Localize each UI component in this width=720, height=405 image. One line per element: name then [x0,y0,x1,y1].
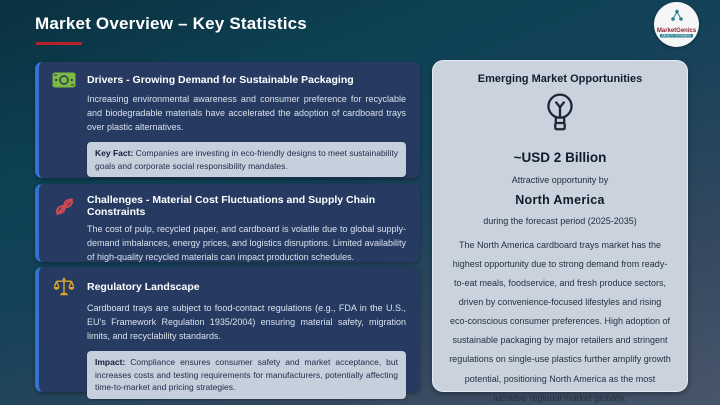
opportunity-region: North America [515,193,605,207]
card-regulatory-header [51,277,406,297]
page-title: Market Overview – Key Statistics [35,14,307,33]
card-drivers [35,62,420,178]
lightbulb-icon [543,92,577,139]
key-fact-text: Companies are investing in eco-friendly designs to meet sustainability goals and corporate social responsibility mandates. [95,147,398,171]
scales-icon [51,277,77,297]
money-icon [51,72,77,88]
card-challenges-body: The cost of pulp, recycled paper, and cardboard is volatile due to global supply-demand imbalances, energy prices, and logistics disruptions. Limited availability of high-quality recycled materials can impact production schedules. [87,224,406,262]
card-regulatory-body: Cardboard trays are subject to food-contact regulations (e.g., FDA in the U.S., EU’s Framework Regulation 1935/2004) ensuring material safety, migration limits, and recyclability standards. [87,303,406,341]
card-challenges-title: Challenges - Material Cost Fluctuations and Supply Chain Constraints [87,194,376,218]
logo-name: MarketGenics [656,28,697,34]
logo-tagline: Ideas to Innovation [661,34,692,38]
card-challenges [35,184,420,262]
broken-link-icon [51,196,77,217]
card-drivers-title: Drivers - Growing Demand for Sustainable Packaging [87,74,354,86]
key-fact-label: Key Fact: [95,147,134,158]
opportunity-value: ~USD 2 Billion [513,150,607,165]
impact-label: Impact: [95,356,126,367]
opportunity-period: during the forecast period (2025-2035) [483,216,637,226]
molecule-icon [669,9,685,27]
card-regulatory [35,267,420,392]
impact-callout [87,351,406,399]
key-fact-callout [87,142,406,178]
opportunity-panel-title: Emerging Market Opportunities [477,73,643,85]
impact-text: Compliance ensures consumer safety and market acceptance, but increases costs and testing requirements for manufacturers, potentially affecting time-to-market and pricing strategies. [95,356,398,393]
logo [654,2,699,47]
card-drivers-header [51,72,406,88]
opportunity-description: The North America cardboard trays market has the highest opportunity due to strong demand from ready-to-eat meals, foodservice, and fresh produce sectors, driven by convenience-focused lifestyles and rising eco-conscious consumer preferences. High adoption of sustainable packaging by major retailers and stringent regulations on single-use plastics further amplify growth potential, positioning North America as the most lucrative regional market globally. [449,240,671,403]
card-regulatory-title: Regulatory Landscape [87,281,200,293]
card-challenges-header [51,194,406,218]
card-drivers-body: Increasing environmental awareness and consumer preference for recyclable and biodegradable materials have accelerated the adoption of cardboard trays over plastic alternatives. [87,94,406,132]
opportunity-subtitle: Attractive opportunity by [511,175,609,185]
title-accent-underline [36,42,82,45]
opportunity-panel [432,60,688,403]
